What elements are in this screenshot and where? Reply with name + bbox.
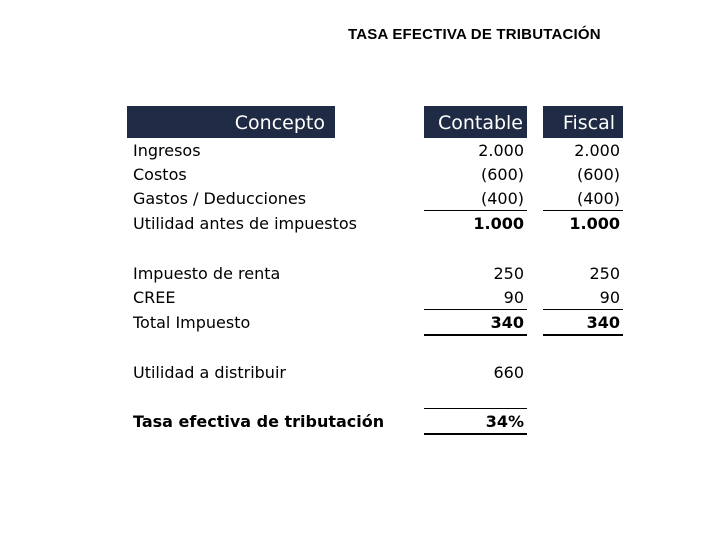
contable-value: 340 [490,313,524,332]
contable-value: (600) [480,165,524,184]
subtotal-rule [424,309,527,310]
subtotal-rule [424,408,527,409]
contable-value: 90 [503,288,524,307]
header-concepto: Concepto [127,106,335,138]
page-title: TASA EFECTIVA DE TRIBUTACIÓN [348,26,601,43]
row-label: Tasa efectiva de tributación [133,412,385,431]
table-row [0,262,720,286]
row-label: Costos [133,165,187,184]
subtotal-rule [424,210,527,211]
fiscal-value: 250 [589,264,620,283]
subtotal-rule [543,309,623,310]
table-row [0,212,720,236]
fiscal-value: 340 [586,313,620,332]
row-label: CREE [133,288,176,307]
contable-value: 1.000 [473,214,524,233]
row-label: Gastos / Deducciones [133,189,307,208]
contable-value: 2.000 [478,141,524,160]
row-label: Utilidad antes de impuestos [133,214,357,233]
fiscal-value: (600) [576,165,620,184]
contable-value: (400) [480,189,524,208]
total-rule [543,334,623,336]
contable-value: 34% [485,412,524,431]
header-fiscal: Fiscal [543,106,623,138]
table-row [0,163,720,187]
table-row [0,139,720,163]
total-rule [424,433,527,435]
fiscal-value: 90 [599,288,620,307]
table-row [0,410,720,434]
header-contable: Contable [424,106,527,138]
row-label: Ingresos [133,141,201,160]
row-label: Impuesto de renta [133,264,281,283]
fiscal-value: 1.000 [569,214,620,233]
row-label: Utilidad a distribuir [133,363,286,382]
fiscal-value: 2.000 [574,141,620,160]
fiscal-value: (400) [576,189,620,208]
table-row [0,187,720,211]
table-row [0,311,720,335]
contable-value: 250 [493,264,524,283]
subtotal-rule [543,210,623,211]
table-row [0,286,720,310]
table-row [0,361,720,385]
total-rule [424,334,527,336]
row-label: Total Impuesto [133,313,251,332]
contable-value: 660 [493,363,524,382]
